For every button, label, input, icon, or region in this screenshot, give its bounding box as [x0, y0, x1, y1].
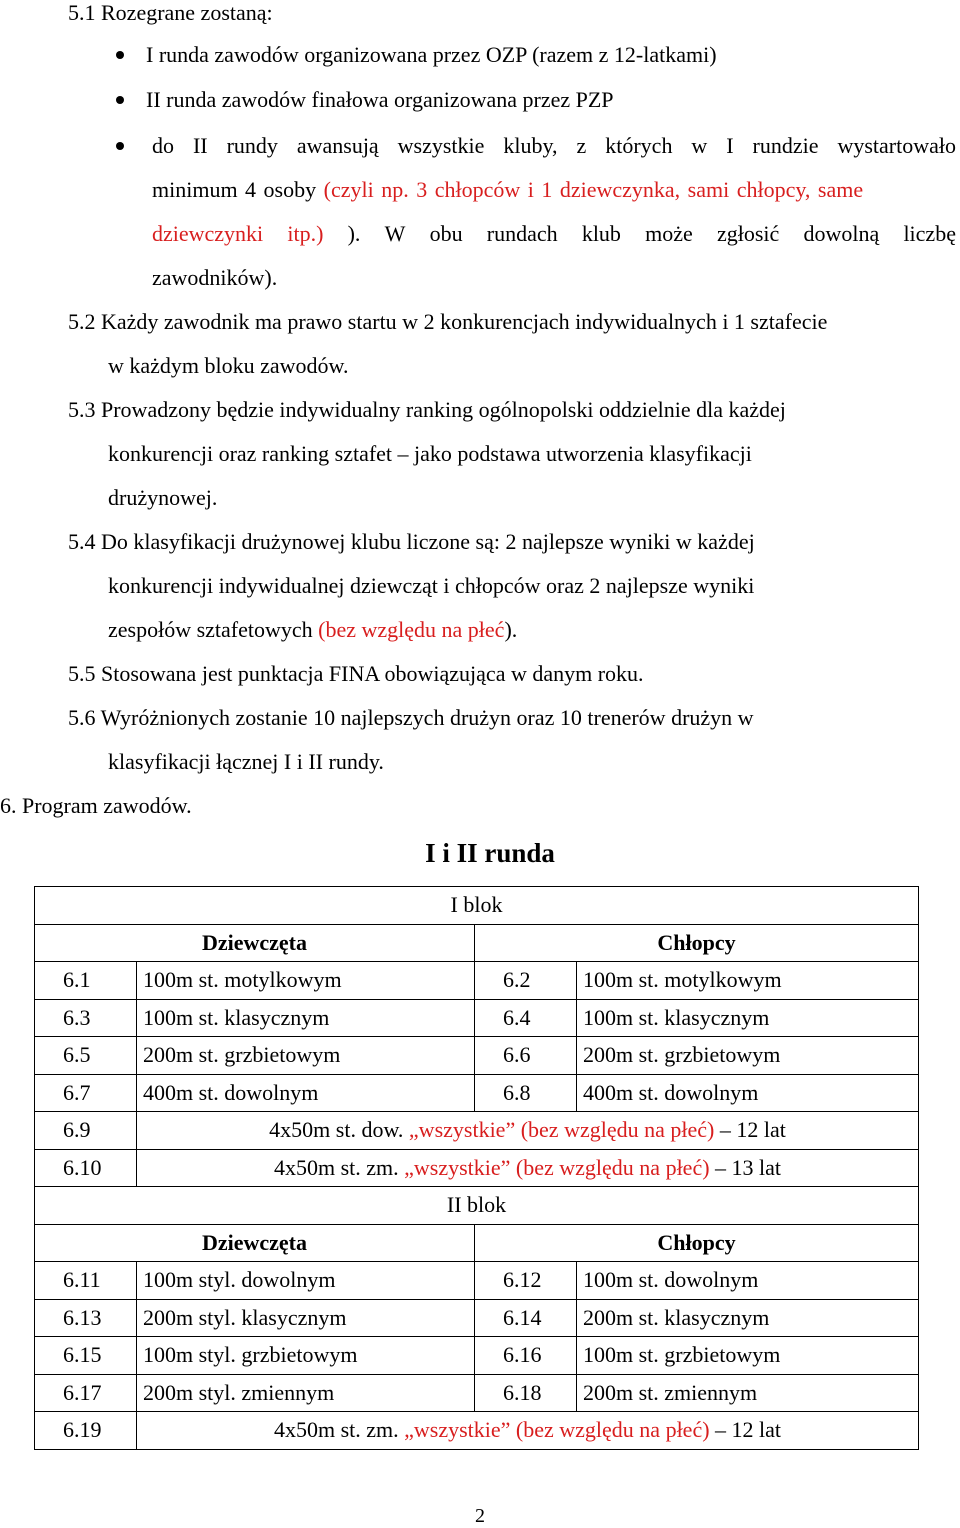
event-number: 6.3 [35, 999, 137, 1037]
relay-event: 4x50m st. dow. „wszystkie” (bez względu na płeć) – 12 lat [137, 1112, 919, 1150]
event-number: 6.9 [35, 1112, 137, 1150]
event-number: 6.1 [35, 962, 137, 1000]
event-name: 100m styl. grzbietowym [137, 1337, 475, 1375]
gender-header-row [35, 1224, 919, 1262]
bullet-qualification-line-4: zawodników). [152, 265, 278, 290]
event-number: 6.2 [475, 962, 577, 1000]
section-5-3-line-3: drużynowej. [108, 485, 218, 510]
event-name: 200m st. zmiennym [577, 1374, 919, 1412]
block-header-row [35, 887, 919, 925]
block-2-label: II blok [35, 1187, 919, 1225]
relay-event: 4x50m st. zm. „wszystkie” (bez względu na płeć) – 13 lat [137, 1149, 919, 1187]
bullet-qualification-line-1: do II rundy awansują wszystkie kluby, z których w I rundzie wystartowało [152, 133, 956, 158]
event-name: 200m st. grzbietowym [137, 1037, 475, 1075]
event-number: 6.4 [475, 999, 577, 1037]
table-row [35, 1074, 919, 1112]
event-name: 200m styl. klasycznym [137, 1299, 475, 1337]
event-number: 6.11 [35, 1262, 137, 1300]
event-number: 6.13 [35, 1299, 137, 1337]
relay-row [35, 1149, 919, 1187]
event-name: 100m st. motylkowym [137, 962, 475, 1000]
bullet-qualification-line-2: minimum 4 osoby (czyli np. 3 chłopców i 1 dziewczynka, sami chłopcy, same [152, 177, 864, 202]
bullet-round-2: II runda zawodów finałowa organizowana przez PZP [146, 87, 614, 112]
table-row [35, 1374, 919, 1412]
relay-event: 4x50m st. zm. „wszystkie” (bez względu na płeć) – 12 lat [137, 1412, 919, 1450]
program-table-title: I i II runda [425, 838, 555, 868]
section-5-6-line-1: 5.6 Wyróżnionych zostanie 10 najlepszych drużyn oraz 10 trenerów drużyn w [68, 705, 754, 730]
event-name: 100m st. motylkowym [577, 962, 919, 1000]
table-row [35, 1262, 919, 1300]
event-number: 6.5 [35, 1037, 137, 1075]
bullet-dot [116, 96, 124, 104]
boys-header: Chłopcy [475, 924, 919, 962]
event-number: 6.16 [475, 1337, 577, 1375]
block-1-label: I blok [35, 887, 919, 925]
section-5-3-line-2: konkurencji oraz ranking sztafet – jako podstawa utworzenia klasyfikacji [108, 441, 752, 466]
event-number: 6.17 [35, 1374, 137, 1412]
table-row [35, 1299, 919, 1337]
event-name: 100m st. grzbietowym [577, 1337, 919, 1375]
event-name: 200m styl. zmiennym [137, 1374, 475, 1412]
relay-row [35, 1412, 919, 1450]
boys-header: Chłopcy [475, 1224, 919, 1262]
section-5-2-line-2: w każdym bloku zawodów. [108, 353, 349, 378]
program-table [34, 886, 919, 1450]
event-number: 6.15 [35, 1337, 137, 1375]
event-number: 6.10 [35, 1149, 137, 1187]
gender-header-row [35, 924, 919, 962]
event-name: 200m st. grzbietowym [577, 1037, 919, 1075]
event-name: 400m st. dowolnym [577, 1074, 919, 1112]
event-number: 6.19 [35, 1412, 137, 1450]
section-5-4-line-2: konkurencji indywidualnej dziewcząt i chłopców oraz 2 najlepsze wyniki [108, 573, 755, 598]
section-6-heading: 6. Program zawodów. [0, 793, 192, 818]
table-row [35, 1337, 919, 1375]
table-row [35, 999, 919, 1037]
section-5-4-line-3: zespołów sztafetowych (bez względu na płeć). [108, 617, 518, 642]
relay-row [35, 1112, 919, 1150]
bullet-round-1: I runda zawodów organizowana przez OZP (razem z 12-latkami) [146, 42, 717, 67]
event-name: 100m st. klasycznym [577, 999, 919, 1037]
table-row [35, 1037, 919, 1075]
section-5-3-line-1: 5.3 Prowadzony będzie indywidualny ranking ogólnopolski oddzielnie dla każdej [68, 397, 786, 422]
block-header-row [35, 1187, 919, 1225]
event-number: 6.7 [35, 1074, 137, 1112]
girls-header: Dziewczęta [35, 1224, 475, 1262]
event-number: 6.14 [475, 1299, 577, 1337]
event-name: 200m st. klasycznym [577, 1299, 919, 1337]
bullet-dot [116, 51, 124, 59]
section-5-5: 5.5 Stosowana jest punktacja FINA obowiązująca w danym roku. [68, 661, 644, 686]
page-number: 2 [475, 1505, 485, 1527]
event-name: 100m styl. dowolnym [137, 1262, 475, 1300]
section-5-2-line-1: 5.2 Każdy zawodnik ma prawo startu w 2 konkurencjach indywidualnych i 1 sztafecie [68, 309, 828, 334]
event-number: 6.12 [475, 1262, 577, 1300]
event-number: 6.6 [475, 1037, 577, 1075]
bullet-qualification-line-3: dziewczynki itp.) ). W obu rundach klub może zgłosić dowolną liczbę [152, 221, 956, 246]
section-5-6-line-2: klasyfikacji łącznej I i II rundy. [108, 749, 384, 774]
section-5-4-line-1: 5.4 Do klasyfikacji drużynowej klubu liczone są: 2 najlepsze wyniki w każdej [68, 529, 755, 554]
event-name: 100m st. klasycznym [137, 999, 475, 1037]
table-row [35, 962, 919, 1000]
event-number: 6.8 [475, 1074, 577, 1112]
girls-header: Dziewczęta [35, 924, 475, 962]
event-name: 400m st. dowolnym [137, 1074, 475, 1112]
event-number: 6.18 [475, 1374, 577, 1412]
bullet-dot [116, 142, 124, 150]
section-5-1-heading: 5.1 Rozegrane zostaną: [68, 0, 273, 25]
event-name: 100m st. dowolnym [577, 1262, 919, 1300]
